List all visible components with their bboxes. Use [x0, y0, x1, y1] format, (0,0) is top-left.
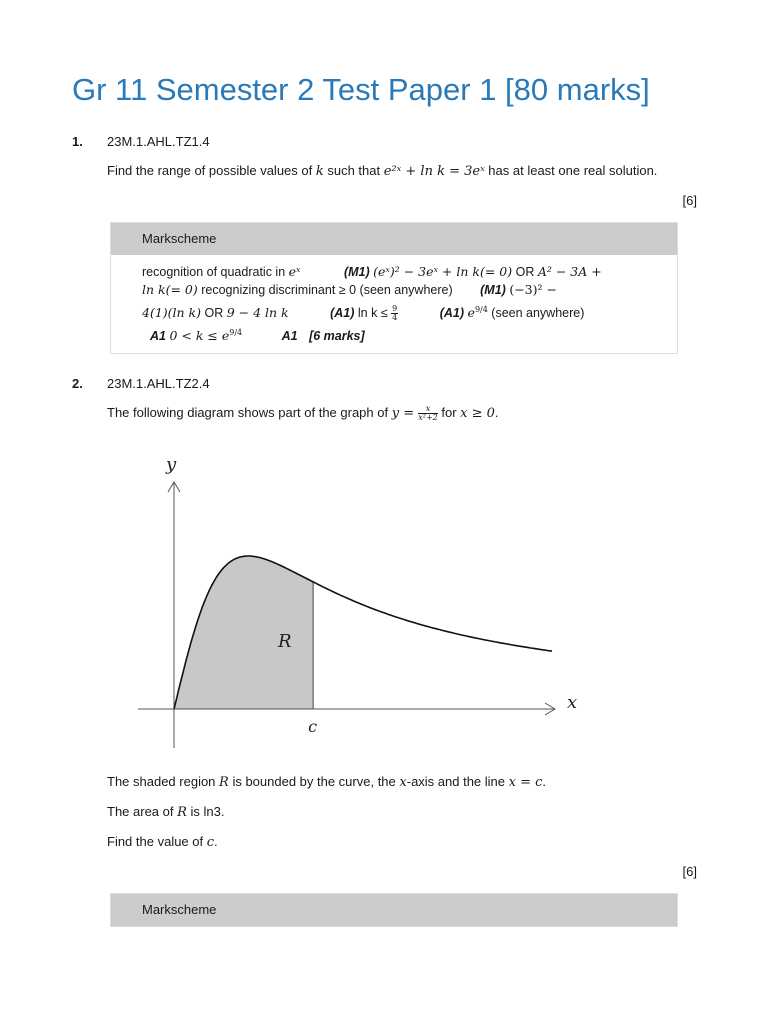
fraction: $\frac{x}{\text{x²+2}}$	[418, 404, 438, 423]
marks-label: [6]	[682, 193, 697, 208]
c-label: c	[308, 717, 318, 736]
shaded-region	[174, 556, 313, 709]
question-text: The following diagram shows part of the graph of y = $\frac{x}{\text{x²+2}}$ for x ≥ 0.	[107, 404, 499, 423]
marks-label: [6]	[682, 864, 697, 879]
markscheme-box	[110, 222, 678, 354]
math-k: k	[315, 164, 324, 179]
question-number: 2.	[72, 376, 83, 391]
markscheme-header[interactable]: Markscheme	[111, 894, 677, 926]
markscheme-box	[110, 893, 678, 927]
page-title: Gr 11 Semester 2 Test Paper 1 [80 marks]	[72, 72, 650, 107]
region-label: R	[278, 631, 292, 652]
function-graph	[130, 448, 590, 758]
paragraph-region: The shaded region R is bounded by the curve, the x-axis and the line x = c.	[107, 774, 547, 790]
markscheme-body: recognition of quadratic in eˣ (M1) (eˣ)² − 3eˣ + ln k(= 0) OR A² − 3A + ln k(= 0) recognizing discriminant ≥ 0 (seen anywhere) (M1) (−3)² − 4(1)(ln k) OR 9 − 4 ln k (A1) ln k ≤ $\frac{9}{4}$ (A1) $e^{9/4}$ (seen anywhere) A1 $0 < k \le e^{9/4}$ A1 [6 marks]	[142, 264, 602, 343]
math-equation: e²ˣ + ln k = 3eˣ	[383, 164, 485, 179]
y-axis-label: y	[166, 454, 177, 475]
question-text: Find the range of possible values of k such that e²ˣ + ln k = 3eˣ has at least one real solution.	[107, 163, 658, 179]
paragraph-area: The area of R is ln3.	[107, 804, 225, 820]
question-reference: 23M.1.AHL.TZ1.4	[107, 134, 210, 149]
markscheme-header[interactable]: Markscheme	[111, 223, 677, 255]
paragraph-find: Find the value of c.	[107, 834, 218, 850]
question-reference: 23M.1.AHL.TZ2.4	[107, 376, 210, 391]
question-number: 1.	[72, 134, 83, 149]
x-axis-label: x	[567, 692, 578, 713]
fraction: $\frac{9}{4}$	[392, 304, 398, 323]
